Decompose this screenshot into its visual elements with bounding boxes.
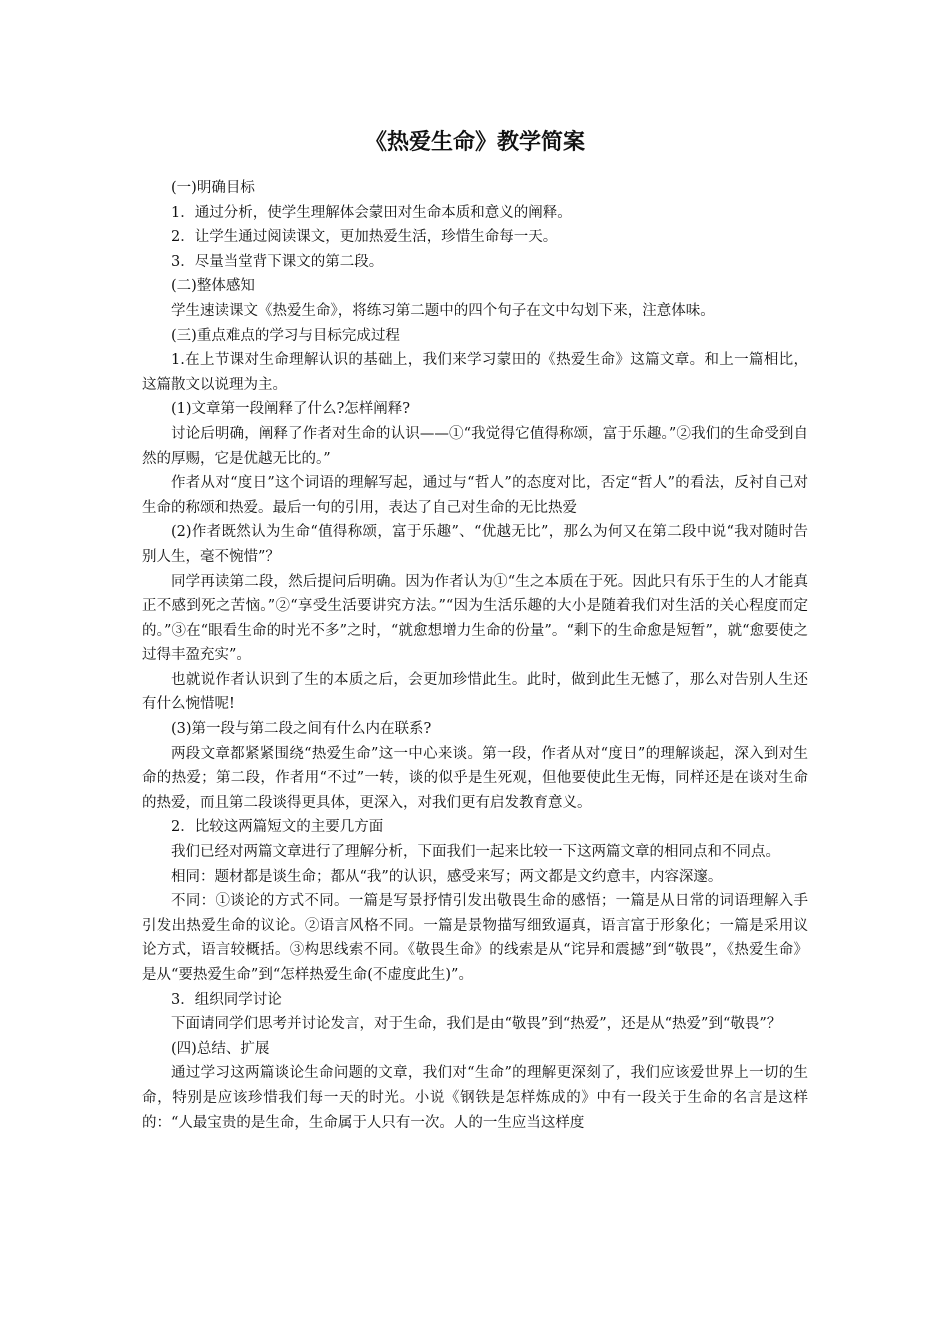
body-paragraph: 作者从对“度日”这个词语的理解写起，通过与“哲人”的态度对比，否定“哲人”的看法，反衬自己对生命的称颂和热爱。最后一句的引用，表达了自己对生命的无比热爱 [142, 475, 808, 516]
subsection-heading-compare: 2．比较这两篇短文的主要几方面 [171, 819, 384, 836]
body-paragraph: 1.在上节课对生命理解认识的基础上，我们来学习蒙田的《热爱生命》这篇文章。和上一篇相比，这篇散文以说理为主。 [142, 352, 808, 393]
section-heading-overview: (二)整体感知 [171, 278, 255, 295]
body-paragraph: 讨论后明确，阐释了作者对生命的认识——①“我觉得它值得称颂，富于乐趣。”②我们的生命受到自然的厚赐，它是优越无比的。” [142, 425, 808, 467]
document-title: 《热爱生命》教学简案 [364, 130, 585, 155]
subsection-heading-discussion: 3．组织同学讨论 [171, 991, 282, 1008]
question-heading-1: (1)文章第一段阐释了什么?怎样阐释? [171, 401, 411, 418]
document-body [142, 176, 808, 1135]
body-paragraph: 下面请同学们思考并讨论发言，对于生命，我们是由“敬畏”到“热爱”，还是从“热爱”到“敬畏”？ [171, 1016, 782, 1033]
body-paragraph: 两段文章都紧紧围绕“热爱生命”这一中心来谈。第一段，作者从对“度日”的理解谈起，深入到对生命的热爱；第二段，作者用“不过”一转，谈的似乎是生死观，但他要使此生无悔，同样还是在谈对生命的热爱，而且第二段谈得更具体，更深入，对我们更有启发教育意义。 [142, 745, 808, 811]
body-paragraph: 学生速读课文《热爱生命》，将练习第二题中的四个句子在文中勾划下来，注意体味。 [171, 302, 715, 319]
body-paragraph: 相同：题材都是谈生命；都从“我”的认识，感受来写；两文都是文约意丰，内容深邃。 [171, 868, 723, 885]
section-heading-key-points: (三)重点难点的学习与目标完成过程 [171, 327, 400, 344]
body-paragraph: 同学再读第二段，然后提问后明确。因为作者认为①“生之本质在于死。因此只有乐于生的人才能真正不感到死之苦恼。”②“享受生活要讲究方法。”“因为生活乐趣的大小是随着我们对生活的关心程度而定的。”③在“眼看生命的时光不多”之时，“就愈想增力生命的份量”。“剩下的生命愈是短暂”，就“愈要使之过得丰盈充实”。 [142, 573, 808, 664]
goal-item-1: 1．通过分析，使学生理解体会蒙田对生命本质和意义的阐释。 [171, 204, 572, 221]
body-paragraph: 我们已经对两篇文章进行了理解分析，下面我们一起来比较一下这两篇文章的相同点和不同点。 [171, 844, 780, 861]
question-heading-2: (2)作者既然认为生命“值得称颂，富于乐趣”、“优越无比”，那么为何又在第二段中说“我对随时告别人生，毫不惋惜”？ [142, 524, 808, 565]
goal-item-3: 3．尽量当堂背下课文的第二段。 [171, 253, 384, 270]
body-paragraph: 也就说作者认识到了生的本质之后，会更加珍惜此生。此时，做到此生无憾了，那么对告别人生还有什么惋惜呢! [142, 671, 808, 713]
body-paragraph: 不同：①谈论的方式不同。一篇是写景抒情引发出敬畏生命的感悟；一篇是从日常的词语理解入手引发出热爱生命的议论。②语言风格不同。一篇是景物描写细致逼真，语言富于形象化；一篇是采用议论方式，语言较概括。③构思线索不同。《敬畏生命》的线索是从“诧异和震撼”到“敬畏”，《热爱生命》是从“要热爱生命”到“怎样热爱生命(不虚度此生)”。 [142, 893, 808, 983]
section-heading-summary: (四)总结、扩展 [171, 1040, 270, 1057]
goal-item-2: 2．让学生通过阅读课文，更加热爱生活，珍惜生命每一天。 [171, 229, 558, 246]
question-heading-3: (3)第一段与第二段之间有什么内在联系? [171, 721, 432, 738]
body-paragraph: 通过学习这两篇谈论生命问题的文章，我们对“生命”的理解更深刻了，我们应该爱世界上一切的生命，特别是应该珍惜我们每一天的时光。小说《钢铁是怎样炼成的》中有一段关于生命的名言是这样的：“人最宝贵的是生命，生命属于人只有一次。人的一生应当这样度 [142, 1065, 808, 1131]
document-page [142, 128, 808, 1135]
section-heading-goals: (一)明确目标 [171, 180, 255, 196]
